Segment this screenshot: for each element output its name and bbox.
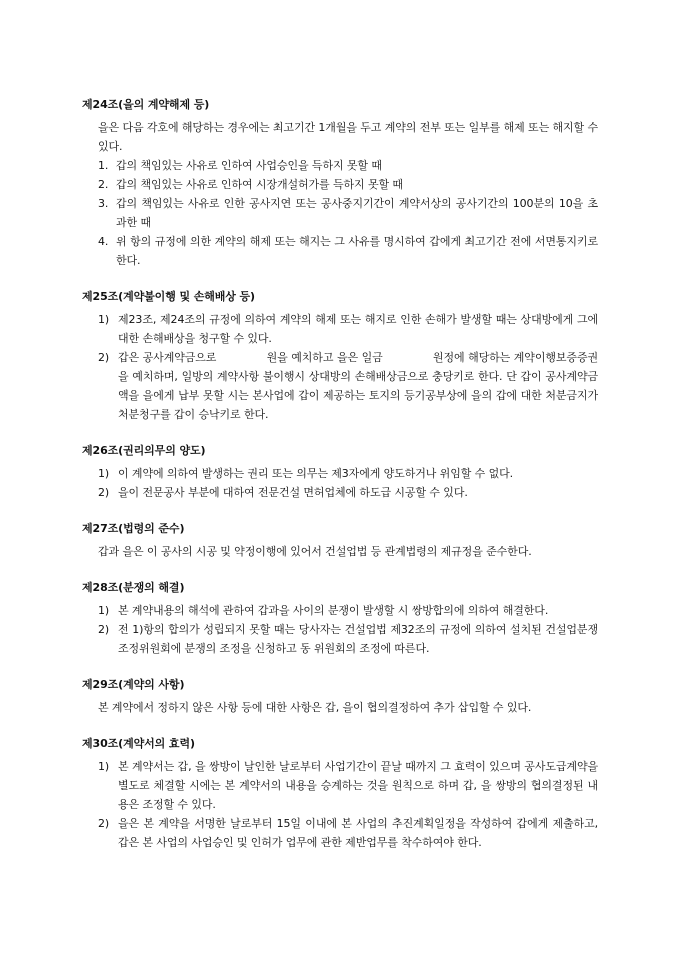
article-title: 제30조(계약서의 효력) — [82, 737, 195, 750]
item-text: 갑은 공사계약금으로 원을 예치하고 을은 일금 원정에 해당하는 계약이행보증증권을 예치하며, 일방의 계약사항 불이행시 상대방의 손해배상금으로 충당키로 한다. 단 갑이 공사계약금액을 을에게 납부 못할 시는 본사업에 갑이 제공하는 토지의 등기공부상에 을의 갑에 대한 처분금지가처분청구를 갑이 승낙키로 한다. — [118, 351, 598, 421]
list-item — [82, 194, 598, 232]
list-item — [82, 232, 598, 270]
item-number: 2) — [98, 623, 110, 636]
list-item — [82, 175, 598, 194]
article-intro: 본 계약에서 정하지 않은 사항 등에 대한 사항은 갑, 을이 협의결정하여 추가 삽입할 수 있다. — [98, 701, 532, 714]
article-items — [82, 464, 598, 502]
item-text: 갑의 책임있는 사유로 인하여 시장개설허가를 득하지 못할 때 — [116, 178, 403, 191]
item-text: 이 계약에 의하여 발생하는 권리 또는 의무는 제3자에게 양도하거나 위임할 수 없다. — [118, 467, 514, 480]
item-number: 2. — [98, 178, 109, 191]
article-intro: 갑과 을은 이 공사의 시공 및 약정이행에 있어서 건설업법 등 관계법령의 제규정을 준수한다. — [98, 545, 532, 558]
article-intro: 을은 다음 각호에 해당하는 경우에는 최고기간 1개월을 두고 계약의 전부 또는 일부를 해제 또는 해지할 수 있다. — [98, 121, 598, 153]
item-text: 위 항의 규정에 의한 계약의 해제 또는 해지는 그 사유를 명시하여 갑에게 최고기간 전에 서면통지키로 한다. — [116, 235, 598, 267]
item-number: 1) — [98, 760, 110, 773]
list-item — [82, 310, 598, 348]
item-text: 제23조, 제24조의 규정에 의하여 계약의 해제 또는 해지로 인한 손해가 발생할 때는 상대방에게 그에 대한 손해배상을 청구할 수 있다. — [118, 313, 598, 345]
list-item — [82, 620, 598, 658]
article-items — [82, 757, 598, 852]
list-item — [82, 601, 598, 620]
item-number: 2) — [98, 351, 110, 364]
item-text: 갑의 책임있는 사유로 인하여 사업승인을 득하지 못할 때 — [116, 159, 382, 172]
item-number: 1) — [98, 604, 110, 617]
article-title: 제25조(계약불이행 및 손해배상 등) — [82, 290, 255, 303]
list-item — [82, 348, 598, 424]
item-number: 1. — [98, 159, 109, 172]
article-25 — [82, 290, 598, 424]
article-24 — [82, 98, 598, 270]
article-title: 제27조(법령의 준수) — [82, 522, 185, 535]
article-title: 제29조(계약의 사항) — [82, 678, 185, 691]
list-item — [82, 483, 598, 502]
item-text: 본 계약서는 갑, 을 쌍방이 날인한 날로부터 사업기간이 끝날 때까지 그 효력이 있으며 공사도급계약을 별도로 체결할 시에는 본 계약서의 내용을 승계하는 것을 원칙으로 하며 갑, 을 쌍방의 협의결정된 내용은 조정할 수 있다. — [118, 760, 598, 811]
item-number: 4. — [98, 235, 109, 248]
article-title: 제28조(분쟁의 해결) — [82, 581, 185, 594]
list-item — [82, 156, 598, 175]
item-number: 1) — [98, 467, 110, 480]
article-items — [82, 601, 598, 658]
list-item — [82, 814, 598, 852]
article-26 — [82, 444, 598, 502]
article-items — [82, 310, 598, 424]
item-text: 전 1)항의 합의가 성립되지 못할 때는 당사자는 건설업법 제32조의 규정에 의하여 설치된 건설업분쟁조정위원회에 분쟁의 조정을 신청하고 동 위원회의 조정에 따른다. — [118, 623, 598, 655]
item-number: 2) — [98, 486, 110, 499]
article-27 — [82, 522, 598, 561]
article-28 — [82, 581, 598, 658]
item-number: 2) — [98, 817, 110, 830]
list-item — [82, 464, 598, 483]
item-number: 1) — [98, 313, 110, 326]
item-text: 갑의 책임있는 사유로 인한 공사지연 또는 공사중지기간이 계약서상의 공사기간의 100분의 10을 초과한 때 — [116, 197, 598, 229]
item-number: 3. — [98, 197, 109, 210]
item-text: 본 계약내용의 해석에 관하여 갑과을 사이의 분쟁이 발생할 시 쌍방합의에 의하여 해결한다. — [118, 604, 549, 617]
article-29 — [82, 678, 598, 717]
item-text: 을은 본 계약을 서명한 날로부터 15일 이내에 본 사업의 추진계획일정을 작성하여 갑에게 제출하고, 갑은 본 사업의 사업승인 및 인허가 업무에 관한 제반업무를 착수하여야 한다. — [118, 817, 598, 849]
article-title: 제24조(을의 계약해제 등) — [82, 98, 210, 111]
item-text: 을이 전문공사 부분에 대하여 전문건설 면허업체에 하도급 시공할 수 있다. — [118, 486, 468, 499]
article-title: 제26조(권리의무의 양도) — [82, 444, 206, 457]
list-item — [82, 757, 598, 814]
article-items — [82, 156, 598, 270]
article-30 — [82, 737, 598, 852]
